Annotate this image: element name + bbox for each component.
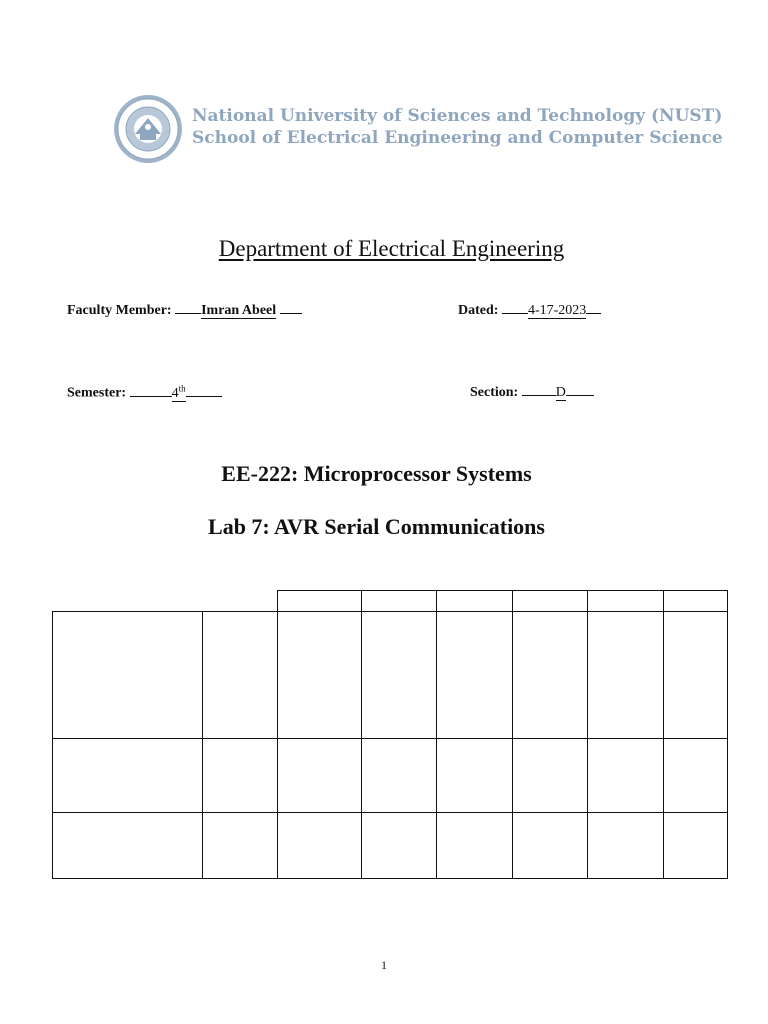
page-number: 1 — [381, 958, 387, 972]
table-cell — [277, 611, 362, 739]
table-cell — [52, 738, 203, 813]
table-header-cell — [277, 590, 362, 612]
semester-value: 4 — [171, 385, 179, 401]
semester-field — [67, 383, 222, 402]
table-cell — [361, 812, 437, 879]
university-seal-icon — [113, 94, 183, 164]
table-cell — [52, 812, 203, 879]
letterhead-university-name: National University of Sciences and Technology (NUST) — [192, 106, 723, 126]
lab-title: Lab 7: AVR Serial Communications — [208, 514, 545, 539]
table-cell — [277, 812, 362, 879]
dated-value: 4-17-2023 — [527, 303, 587, 318]
letterhead-school-name: School of Electrical Engineering and Computer Science — [192, 128, 723, 148]
table-cell — [436, 812, 513, 879]
table-cell — [663, 738, 728, 813]
table-cell — [587, 738, 664, 813]
dated-field — [458, 301, 601, 319]
dated-label: Dated: — [458, 303, 499, 318]
table-cell — [512, 611, 588, 739]
table-cell — [512, 738, 588, 813]
table-cell — [202, 738, 278, 813]
table-cell — [277, 738, 362, 813]
table-cell — [663, 611, 728, 739]
table-cell — [52, 611, 203, 739]
table-header-cell — [512, 590, 588, 612]
table-header-cell — [436, 590, 513, 612]
table-cell — [436, 611, 513, 739]
table-cell — [663, 812, 728, 879]
section-label: Section: — [470, 385, 519, 400]
section-field — [470, 383, 594, 401]
semester-suffix: th — [178, 383, 186, 393]
department-title: Department of Electrical Engineering — [218, 236, 565, 261]
section-value: D — [555, 385, 566, 400]
table-cell — [587, 812, 664, 879]
faculty-member-value: Imran Abeel — [201, 303, 277, 318]
table-cell — [436, 738, 513, 813]
faculty-member-label: Faculty Member: — [67, 303, 172, 318]
table-cell — [202, 812, 278, 879]
table-cell — [361, 611, 437, 739]
faculty-member-field — [67, 301, 302, 319]
table-header-cell — [587, 590, 664, 612]
table-cell — [587, 611, 664, 739]
table-cell — [361, 738, 437, 813]
table-header-cell — [663, 590, 728, 612]
table-header-cell — [361, 590, 437, 612]
table-cell — [512, 812, 588, 879]
course-title: EE-222: Microprocessor Systems — [221, 461, 532, 486]
semester-label: Semester: — [67, 385, 127, 401]
table-cell — [202, 611, 278, 739]
